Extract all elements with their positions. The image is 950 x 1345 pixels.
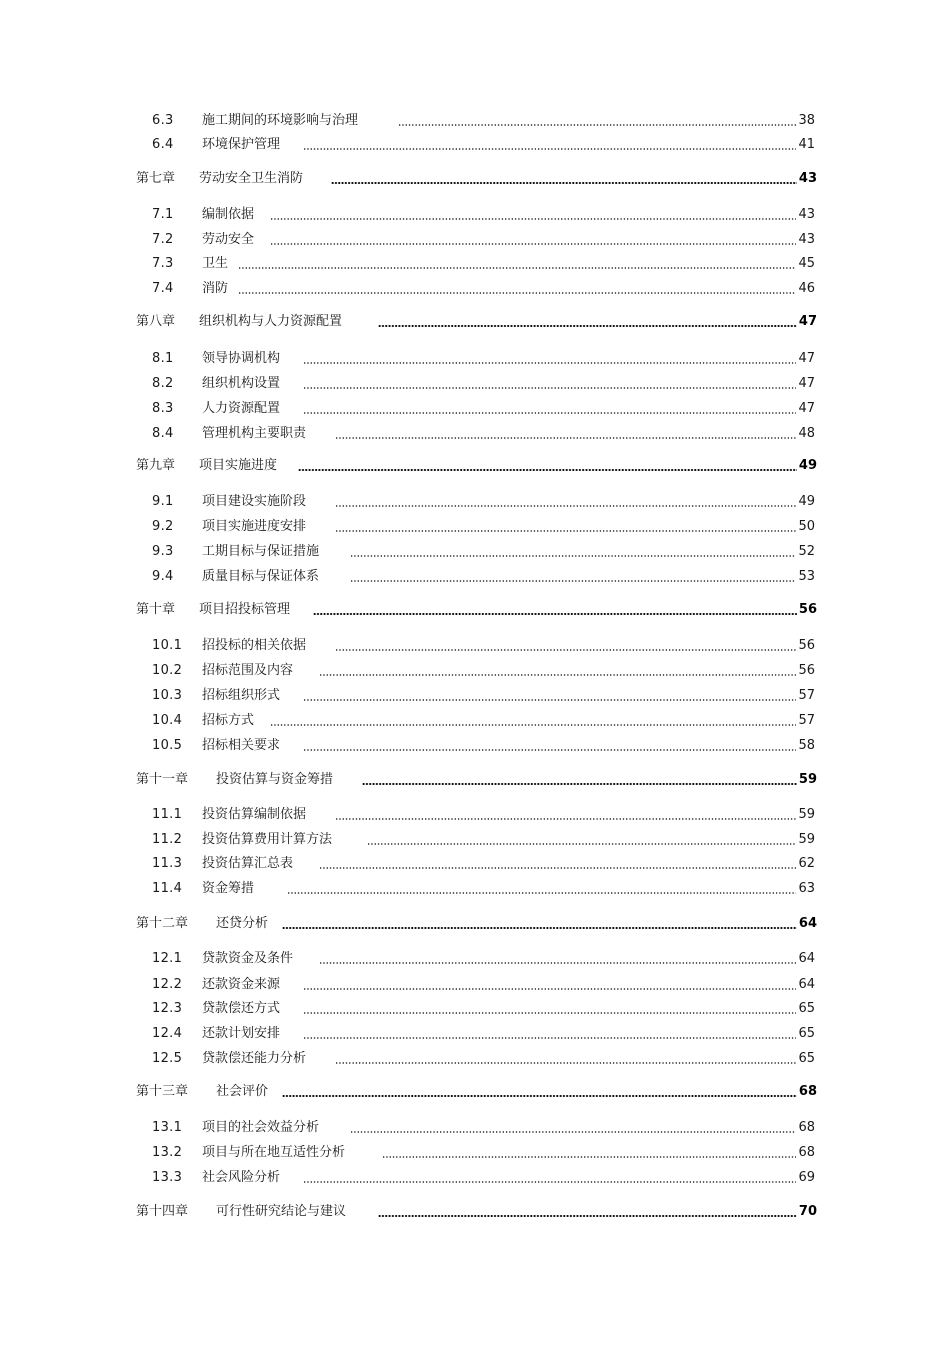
toc-entry-number: 7.1 xyxy=(152,207,174,222)
toc-entry-number: 8.1 xyxy=(152,351,174,366)
toc-entry-number: 12.2 xyxy=(152,977,183,992)
toc-page-number: 56 xyxy=(798,602,817,617)
toc-entry-title: 组织机构设置 xyxy=(202,376,281,391)
toc-leader-dots xyxy=(335,649,796,651)
toc-page-number: 65 xyxy=(798,1026,815,1041)
toc-entry-title: 投资估算编制依据 xyxy=(202,807,307,822)
toc-section-row xyxy=(0,136,950,154)
toc-entry-title: 资金筹措 xyxy=(202,881,255,896)
toc-entry-title: 环境保护管理 xyxy=(202,137,281,152)
toc-page-number: 47 xyxy=(798,314,817,329)
toc-page-number: 65 xyxy=(798,1051,815,1066)
toc-leader-dots xyxy=(350,555,796,557)
toc-entry-number: 9.2 xyxy=(152,519,174,534)
toc-section-row xyxy=(0,976,950,994)
toc-section-row xyxy=(0,518,950,536)
toc-entry-number: 11.4 xyxy=(152,881,183,896)
toc-entry-title: 消防 xyxy=(202,281,229,296)
toc-leader-dots xyxy=(303,749,796,751)
toc-entry-number: 10.4 xyxy=(152,713,183,728)
toc-leader-dots xyxy=(313,613,797,615)
toc-entry-title: 组织机构与人力资源配置 xyxy=(199,314,343,329)
toc-entry-title: 劳动安全卫生消防 xyxy=(199,171,304,186)
toc-leader-dots xyxy=(270,243,796,245)
toc-entry-number: 8.4 xyxy=(152,426,174,441)
toc-page-number: 48 xyxy=(798,426,815,441)
toc-leader-dots xyxy=(303,412,796,414)
toc-entry-title: 人力资源配置 xyxy=(202,401,281,416)
toc-entry-title: 还款资金来源 xyxy=(202,977,281,992)
toc-chapter-row xyxy=(0,1083,950,1101)
toc-section-row xyxy=(0,880,950,898)
toc-leader-dots xyxy=(238,267,796,269)
toc-leader-dots xyxy=(287,892,796,894)
toc-section-row xyxy=(0,637,950,655)
toc-section-row xyxy=(0,950,950,968)
toc-chapter-row xyxy=(0,1203,950,1221)
toc-entry-number: 10.2 xyxy=(152,663,183,678)
toc-entry-title: 投资估算汇总表 xyxy=(202,856,294,871)
toc-leader-dots xyxy=(331,182,797,184)
toc-leader-dots xyxy=(335,530,796,532)
toc-page-number: 41 xyxy=(798,137,815,152)
toc-entry-title: 可行性研究结论与建议 xyxy=(216,1204,347,1219)
toc-entry-number: 7.2 xyxy=(152,232,174,247)
toc-entry-number: 第十三章 xyxy=(136,1084,189,1099)
toc-page-number: 43 xyxy=(798,207,815,222)
toc-entry-title: 项目的社会效益分析 xyxy=(202,1120,320,1135)
toc-page-number: 65 xyxy=(798,1001,815,1016)
toc-page-number: 59 xyxy=(798,832,815,847)
toc-leader-dots xyxy=(378,325,797,327)
toc-chapter-row xyxy=(0,457,950,475)
toc-entry-title: 贷款偿还方式 xyxy=(202,1001,281,1016)
toc-page-number: 47 xyxy=(798,401,815,416)
toc-entry-title: 招投标的相关依据 xyxy=(202,638,307,653)
toc-leader-dots xyxy=(350,580,796,582)
toc-entry-number: 10.5 xyxy=(152,738,183,753)
toc-leader-dots xyxy=(303,988,796,990)
toc-entry-title: 招标组织形式 xyxy=(202,688,281,703)
toc-leader-dots xyxy=(303,387,796,389)
toc-leader-dots xyxy=(298,469,797,471)
toc-section-row xyxy=(0,855,950,873)
toc-entry-number: 13.1 xyxy=(152,1120,183,1135)
toc-section-row xyxy=(0,350,950,368)
toc-page-number: 68 xyxy=(798,1084,817,1099)
toc-entry-number: 第九章 xyxy=(136,458,176,473)
toc-entry-title: 投资估算与资金筹措 xyxy=(216,772,334,787)
toc-entry-title: 项目与所在地互适性分析 xyxy=(202,1145,346,1160)
toc-section-row xyxy=(0,112,950,130)
toc-page-number: 62 xyxy=(798,856,815,871)
toc-page-number: 56 xyxy=(798,663,815,678)
toc-entry-title: 项目实施进度 xyxy=(199,458,278,473)
toc-section-row xyxy=(0,231,950,249)
toc-leader-dots xyxy=(270,724,796,726)
toc-entry-title: 质量目标与保证体系 xyxy=(202,569,320,584)
toc-section-row xyxy=(0,280,950,298)
toc-leader-dots xyxy=(319,867,796,869)
toc-leader-dots xyxy=(303,1012,796,1014)
toc-leader-dots xyxy=(335,1062,796,1064)
toc-entry-title: 编制依据 xyxy=(202,207,255,222)
toc-page-number: 57 xyxy=(798,713,815,728)
toc-section-row xyxy=(0,543,950,561)
toc-section-row xyxy=(0,375,950,393)
toc-section-row xyxy=(0,831,950,849)
toc-leader-dots xyxy=(362,783,797,785)
toc-entry-number: 12.1 xyxy=(152,951,183,966)
toc-page-number: 52 xyxy=(798,544,815,559)
toc-chapter-row xyxy=(0,170,950,188)
toc-page-number: 59 xyxy=(798,807,815,822)
toc-section-row xyxy=(0,687,950,705)
toc-entry-title: 贷款偿还能力分析 xyxy=(202,1051,307,1066)
toc-leader-dots xyxy=(319,962,796,964)
toc-entry-number: 12.4 xyxy=(152,1026,183,1041)
toc-entry-number: 10.3 xyxy=(152,688,183,703)
toc-section-row xyxy=(0,1050,950,1068)
toc-chapter-row xyxy=(0,601,950,619)
toc-section-row xyxy=(0,1000,950,1018)
toc-entry-number: 12.3 xyxy=(152,1001,183,1016)
toc-entry-number: 13.2 xyxy=(152,1145,183,1160)
toc-leader-dots xyxy=(382,1156,796,1158)
toc-leader-dots xyxy=(378,1215,797,1217)
toc-entry-title: 招标方式 xyxy=(202,713,255,728)
toc-entry-title: 贷款资金及条件 xyxy=(202,951,294,966)
toc-leader-dots xyxy=(282,927,797,929)
toc-leader-dots xyxy=(303,1037,796,1039)
toc-leader-dots xyxy=(303,362,796,364)
toc-section-row xyxy=(0,737,950,755)
toc-section-row xyxy=(0,206,950,224)
toc-entry-number: 第七章 xyxy=(136,171,176,186)
toc-page-number: 53 xyxy=(798,569,815,584)
toc-page-number: 49 xyxy=(798,494,815,509)
toc-page-number: 64 xyxy=(798,977,815,992)
toc-leader-dots xyxy=(238,292,796,294)
toc-entry-title: 工期目标与保证措施 xyxy=(202,544,320,559)
toc-entry-title: 投资估算费用计算方法 xyxy=(202,832,333,847)
toc-entry-number: 6.4 xyxy=(152,137,174,152)
toc-leader-dots xyxy=(303,148,796,150)
toc-entry-number: 7.3 xyxy=(152,256,174,271)
toc-entry-title: 劳动安全 xyxy=(202,232,255,247)
toc-page-number: 43 xyxy=(798,171,817,186)
toc-chapter-row xyxy=(0,313,950,331)
toc-page-number: 70 xyxy=(798,1204,817,1219)
toc-entry-number: 12.5 xyxy=(152,1051,183,1066)
toc-entry-title: 招标范围及内容 xyxy=(202,663,294,678)
toc-entry-title: 项目招投标管理 xyxy=(199,602,291,617)
toc-entry-number: 10.1 xyxy=(152,638,183,653)
toc-chapter-row xyxy=(0,771,950,789)
toc-leader-dots xyxy=(270,218,796,220)
toc-page-number: 57 xyxy=(798,688,815,703)
toc-leader-dots xyxy=(398,124,796,126)
toc-entry-number: 8.2 xyxy=(152,376,174,391)
toc-entry-title: 管理机构主要职责 xyxy=(202,426,307,441)
toc-section-row xyxy=(0,1025,950,1043)
toc-page-number: 68 xyxy=(798,1145,815,1160)
toc-section-row xyxy=(0,425,950,443)
toc-entry-number: 11.3 xyxy=(152,856,183,871)
toc-entry-number: 第十章 xyxy=(136,602,176,617)
toc-entry-number: 11.1 xyxy=(152,807,183,822)
toc-page-number: 56 xyxy=(798,638,815,653)
toc-page-number: 68 xyxy=(798,1120,815,1135)
toc-section-row xyxy=(0,400,950,418)
toc-entry-number: 11.2 xyxy=(152,832,183,847)
toc-page-number: 63 xyxy=(798,881,815,896)
toc-chapter-row xyxy=(0,915,950,933)
toc-entry-title: 项目实施进度安排 xyxy=(202,519,307,534)
toc-leader-dots xyxy=(303,1181,796,1183)
toc-page-number: 47 xyxy=(798,351,815,366)
toc-leader-dots xyxy=(335,437,796,439)
toc-entry-title: 招标相关要求 xyxy=(202,738,281,753)
toc-entry-number: 9.3 xyxy=(152,544,174,559)
toc-section-row xyxy=(0,712,950,730)
toc-entry-number: 第十四章 xyxy=(136,1204,189,1219)
toc-page-number: 50 xyxy=(798,519,815,534)
toc-page-number: 47 xyxy=(798,376,815,391)
toc-entry-title: 领导协调机构 xyxy=(202,351,281,366)
toc-section-row xyxy=(0,662,950,680)
toc-section-row xyxy=(0,568,950,586)
toc-entry-title: 卫生 xyxy=(202,256,229,271)
toc-section-row xyxy=(0,806,950,824)
toc-entry-title: 社会评价 xyxy=(216,1084,269,1099)
toc-entry-number: 第十一章 xyxy=(136,772,189,787)
toc-leader-dots xyxy=(367,843,796,845)
toc-entry-title: 还贷分析 xyxy=(216,916,269,931)
toc-leader-dots xyxy=(319,674,796,676)
toc-leader-dots xyxy=(303,699,796,701)
toc-page-number: 46 xyxy=(798,281,815,296)
toc-leader-dots xyxy=(335,505,796,507)
toc-page-number: 43 xyxy=(798,232,815,247)
toc-page-number: 38 xyxy=(798,113,815,128)
toc-page-number: 64 xyxy=(798,916,817,931)
toc-entry-title: 施工期间的环境影响与治理 xyxy=(202,113,359,128)
toc-entry-number: 9.4 xyxy=(152,569,174,584)
toc-section-row xyxy=(0,255,950,273)
toc-section-row xyxy=(0,1169,950,1187)
toc-page-number: 49 xyxy=(798,458,817,473)
toc-section-row xyxy=(0,493,950,511)
toc-entry-number: 6.3 xyxy=(152,113,174,128)
toc-entry-title: 社会风险分析 xyxy=(202,1170,281,1185)
toc-section-row xyxy=(0,1119,950,1137)
toc-page-number: 64 xyxy=(798,951,815,966)
toc-page-number: 69 xyxy=(798,1170,815,1185)
toc-page-number: 58 xyxy=(798,738,815,753)
toc-entry-number: 13.3 xyxy=(152,1170,183,1185)
toc-entry-number: 第八章 xyxy=(136,314,176,329)
toc-entry-number: 8.3 xyxy=(152,401,174,416)
toc-entry-number: 9.1 xyxy=(152,494,174,509)
toc-entry-title: 还款计划安排 xyxy=(202,1026,281,1041)
toc-leader-dots xyxy=(282,1095,797,1097)
toc-leader-dots xyxy=(335,818,796,820)
toc-entry-title: 项目建设实施阶段 xyxy=(202,494,307,509)
toc-entry-number: 7.4 xyxy=(152,281,174,296)
toc-section-row xyxy=(0,1144,950,1162)
toc-page-number: 59 xyxy=(798,772,817,787)
toc-entry-number: 第十二章 xyxy=(136,916,189,931)
toc-page-number: 45 xyxy=(798,256,815,271)
toc-leader-dots xyxy=(350,1131,796,1133)
